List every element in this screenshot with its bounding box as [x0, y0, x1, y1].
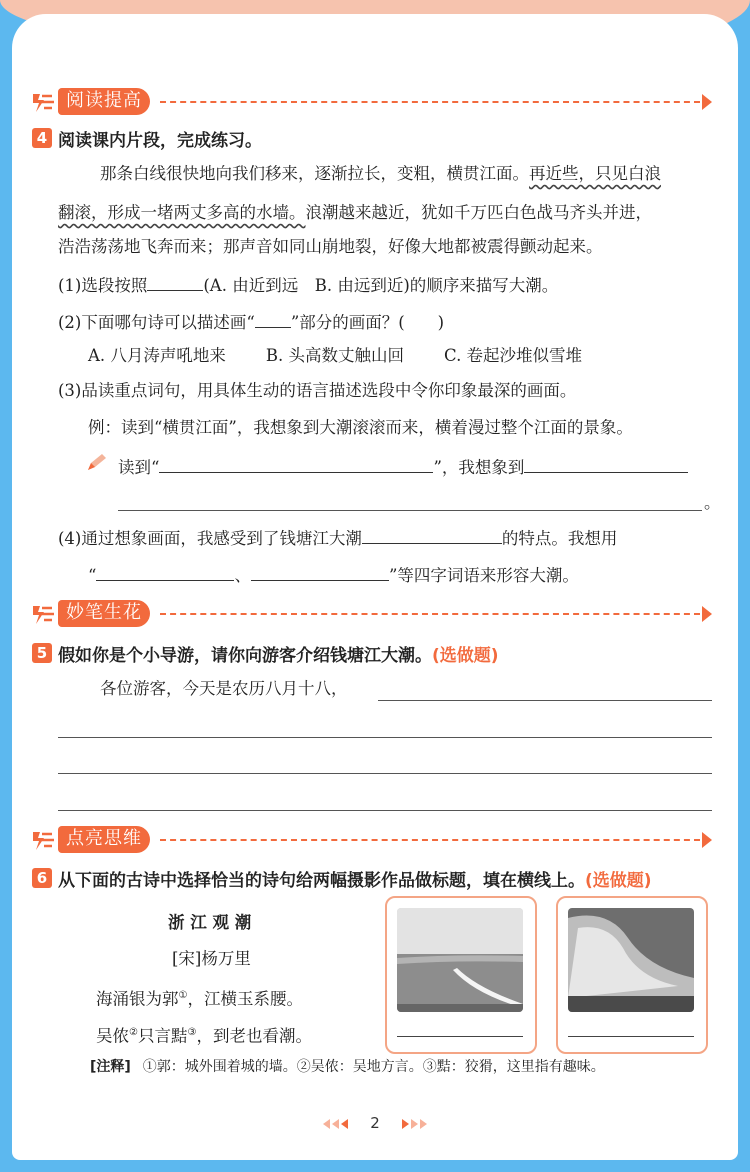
subquestion-2-options [88, 345, 582, 367]
section-header-writing [30, 600, 716, 628]
section-title: 妙笔生花 [58, 600, 150, 627]
poem-line-1: 海涌银为郭①，江横玉系腰。 [96, 989, 303, 1009]
photo-card-1 [385, 896, 537, 1054]
subquestion-2: (2)下面哪句诗可以描述画“ ”部分的画面？( ) [58, 309, 444, 334]
subquestion-4: (4)通过想象画面，我感受到了钱塘江大潮 的特点。我想用 [58, 525, 617, 550]
question-4-title: 阅读课内片段，完成练习。 [58, 131, 262, 151]
running-person-icon [30, 828, 56, 852]
tide-photo [397, 908, 523, 1012]
answer-blank[interactable] [159, 454, 433, 473]
arrow-right-icon [702, 94, 712, 110]
answer-blank[interactable] [524, 454, 688, 473]
answer-blank[interactable] [96, 562, 234, 581]
section-divider [160, 839, 700, 841]
subquestion-1: (1)选段按照 (A. 由近到远 B. 由远到近)的顺序来描写大潮。 [58, 272, 558, 297]
section-divider [160, 613, 700, 615]
poem-line-2: 吴侬②只言黠③，到老也看潮。 [96, 1026, 312, 1046]
question-number-6: 6 [32, 868, 52, 888]
prev-arrow-icon [341, 1119, 348, 1129]
caption-blank[interactable] [568, 1036, 694, 1037]
poem-author: [宋]杨万里 [172, 949, 251, 968]
next-arrow-icon [411, 1119, 418, 1129]
passage-line-3: 浩浩荡荡地飞奔而来；那声音如同山崩地裂，好像大地都被震得颤动起来。 [58, 237, 603, 256]
optional-tag: (选做题) [585, 871, 652, 891]
option-b[interactable]: B. 头高数丈触山回 [265, 346, 405, 365]
section-title: 点亮思维 [58, 826, 150, 853]
question-number-4: 4 [32, 128, 52, 148]
answer-blank[interactable] [362, 525, 502, 544]
next-arrow-icon [402, 1119, 409, 1129]
next-arrow-icon [420, 1119, 427, 1129]
annotation: [注释] ①郭：城外围着城的墙。②吴侬：吴地方言。③黠：狡猾，这里指有趣味。 [90, 1059, 605, 1075]
passage-line-2: 翻滚，形成一堵两丈多高的水墙。浪潮越来越近，犹如千万匹白色战马齐头并进， [58, 203, 652, 222]
optional-tag: (选做题) [432, 646, 499, 666]
question-6-title: 从下面的古诗中选择恰当的诗句给两幅摄影作品做标题，填在横线上。(选做题) [58, 871, 652, 891]
section-title: 阅读提高 [58, 88, 150, 115]
answer-line[interactable] [58, 737, 712, 738]
answer-line[interactable] [378, 700, 712, 701]
wavy-line-sample [255, 309, 291, 328]
arrow-right-icon [702, 606, 712, 622]
prev-arrow-icon [323, 1119, 330, 1129]
option-a[interactable]: A. 八月涛声吼地来 [88, 346, 226, 365]
passage-line-1: 那条白线很快地向我们移来，逐渐拉长，变粗，横贯江面。再近些，只见白浪 [100, 164, 661, 183]
arrow-right-icon [702, 832, 712, 848]
wavy-underlined-text: 翻滚，形成一堵两丈多高的水墙。 [58, 203, 306, 222]
page-indicator [0, 1114, 750, 1132]
section-divider [160, 101, 700, 103]
section-header-reading [30, 88, 716, 116]
question-number-5: 5 [32, 643, 52, 663]
subquestion-3: (3)品读重点词句，用具体生动的语言描述选段中令你印象最深的画面。 [58, 381, 577, 400]
running-person-icon [30, 602, 56, 626]
answer-line[interactable] [118, 510, 702, 511]
period-mark: 。 [704, 493, 721, 512]
fill-line-1: 读到“ ”，我想象到 [118, 454, 688, 479]
wavy-underlined-text: 再近些，只见白浪 [529, 164, 661, 183]
prev-arrow-icon [332, 1119, 339, 1129]
wave-photo [568, 908, 694, 1012]
page-number: 2 [370, 1114, 380, 1132]
essay-start: 各位游客，今天是农历八月十八， [100, 679, 348, 698]
answer-blank[interactable] [251, 562, 389, 581]
pencil-icon [86, 452, 108, 472]
annotation-label: [注释] [90, 1059, 131, 1075]
answer-line[interactable] [58, 773, 712, 774]
running-person-icon [30, 90, 56, 114]
subquestion-4-words: “ 、 ”等四字词语来形容大潮。 [88, 562, 579, 587]
example-text: 例：读到“横贯江面”，我想象到大潮滚滚而来，横着漫过整个江面的景象。 [88, 418, 633, 437]
answer-blank[interactable] [147, 272, 203, 291]
question-5-title: 假如你是个小导游，请你向游客介绍钱塘江大潮。(选做题) [58, 646, 499, 666]
answer-line[interactable] [58, 810, 712, 811]
section-header-thinking [30, 826, 716, 854]
photo-card-2 [556, 896, 708, 1054]
caption-blank[interactable] [397, 1036, 523, 1037]
poem-title: 浙 江 观 潮 [168, 913, 252, 932]
option-c[interactable]: C. 卷起沙堆似雪堆 [444, 346, 583, 365]
